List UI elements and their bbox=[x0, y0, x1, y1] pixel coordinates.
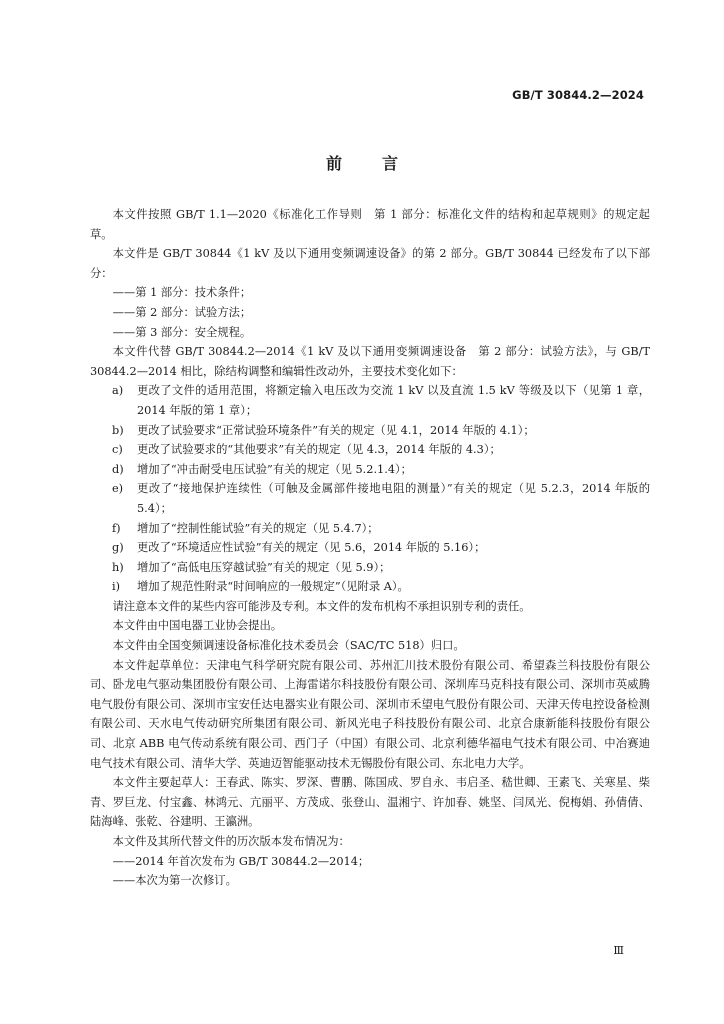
change-item bbox=[90, 460, 650, 480]
standard-code: GB/T 30844.2—2024 bbox=[512, 88, 644, 102]
change-text: 更改了文件的适用范围，将额定输入电压改为交流 1 kV 以及直流 1.5 kV 等级及以下（见第 1 章，2014 年版的第 1 章）； bbox=[137, 384, 650, 417]
change-item bbox=[90, 538, 650, 558]
document-body bbox=[90, 205, 650, 891]
change-label: b) bbox=[112, 423, 124, 437]
change-label: h) bbox=[112, 560, 124, 574]
change-text: 增加了“控制性能试验”有关的规定（见 5.4.7）； bbox=[137, 521, 379, 535]
paragraph-proposer: 本文件由中国电器工业协会提出。 bbox=[112, 619, 283, 633]
paragraph-committee: 本文件由全国变频调速设备标准化技术委员会（SAC/TC 518）归口。 bbox=[112, 639, 465, 653]
change-item bbox=[90, 421, 650, 441]
list-item: ——第 1 部分：技术条件； bbox=[112, 286, 252, 300]
change-text: 增加了规范性附录“时间响应的一般规定”（见附录 A）。 bbox=[137, 580, 409, 594]
change-text: 增加了“高低电压穿越试验”有关的规定（见 5.9）； bbox=[137, 560, 391, 574]
change-item bbox=[90, 577, 650, 597]
paragraph-series: 本文件是 GB/T 30844《1 kV 及以下通用变频调速设备》的第 2 部分。GB/T 30844 已经发布了以下部分： bbox=[90, 247, 650, 280]
paragraph-drafting-rule: 本文件按照 GB/T 1.1—2020《标准化工作导则 第 1 部分：标准化文件的结构和起草规则》的规定起草。 bbox=[90, 208, 650, 241]
paragraph-replacement: 本文件代替 GB/T 30844.2—2014《1 kV 及以下通用变频调速设备 第 2 部分：试验方法》，与 GB/T 30844.2—2014 相比，除结构调整和编辑性改动外，主要技术变化如下： bbox=[90, 345, 650, 378]
paragraph-drafting-units: 本文件起草单位：天津电气科学研究院有限公司、苏州汇川技术股份有限公司、希望森兰科技股份有限公司、卧龙电气驱动集团股份有限公司、上海雷诺尔科技股份有限公司、深圳库马克科技有限公司、深圳市英威腾电气股份有限公司、深圳市宝安任达电器实业有限公司、深圳市禾望电气股份有限公司、天津天传电控设备检测有限公司、天水电气传动研究所集团有限公司、新风光电子科技股份有限公司、北京合康新能科技股份有限公司、北京 ABB 电气传动系统有限公司、西门子（中国）有限公司、北京利德华福电气技术有限公司、中冶赛迪电气技术有限公司、清华大学、英迪迈智能驱动技术无锡股份有限公司、东北电力大学。 bbox=[90, 658, 650, 770]
change-item bbox=[90, 440, 650, 460]
list-item: ——本次为第一次修订。 bbox=[112, 874, 237, 888]
change-label: c) bbox=[112, 443, 123, 457]
change-label: a) bbox=[112, 384, 124, 398]
list-item: ——2014 年首次发布为 GB/T 30844.2—2014； bbox=[112, 854, 370, 868]
change-text: 更改了试验要求“正常试验环境条件”有关的规定（见 4.1，2014 年版的 4.1）； bbox=[137, 423, 535, 437]
list-item: ——第 3 部分：安全规程。 bbox=[112, 325, 252, 339]
paragraph-patent-notice: 请注意本文件的某些内容可能涉及专利。本文件的发布机构不承担识别专利的责任。 bbox=[112, 599, 531, 613]
list-item: ——第 2 部分：试验方法； bbox=[112, 305, 252, 319]
page-number: Ⅲ bbox=[613, 944, 624, 957]
change-text: 更改了试验要求的“其他要求”有关的规定（见 4.3，2014 年版的 4.3）； bbox=[137, 443, 501, 457]
paragraph-history: 本文件及其所代替文件的历次版本发布情况为： bbox=[112, 835, 350, 848]
page-title: 前言 bbox=[325, 154, 438, 173]
paragraph-drafters: 本文件主要起草人：王春武、陈实、罗深、曹鹏、陈国成、罗自永、韦启圣、嵇世卿、王素飞、关寒星、柴青、罗巨龙、付宝鑫、林鸿元、亢丽平、方茂成、张登山、温湘宁、许加春、姚坚、闫凤光、倪梅娟、孙倩倩、陆海峰、张乾、谷建明、王瀛洲。 bbox=[90, 776, 650, 829]
change-text: 更改了“接地保护连续性（可触及金属部件接地电阻的测量）”有关的规定（见 5.2.3，2014 年版的 5.4）； bbox=[137, 482, 650, 515]
change-text: 更改了“环境适应性试验”有关的规定（见 5.6，2014 年版的 5.16）； bbox=[137, 541, 486, 555]
change-item bbox=[90, 381, 650, 420]
change-label: f) bbox=[112, 521, 121, 535]
change-label: e) bbox=[112, 482, 124, 496]
change-item bbox=[90, 479, 650, 518]
change-label: i) bbox=[112, 580, 121, 594]
change-label: g) bbox=[112, 541, 124, 555]
change-item bbox=[90, 519, 650, 539]
change-text: 增加了“冲击耐受电压试验”有关的规定（见 5.2.1.4）； bbox=[137, 462, 412, 476]
change-label: d) bbox=[112, 462, 124, 476]
change-item bbox=[90, 558, 650, 578]
